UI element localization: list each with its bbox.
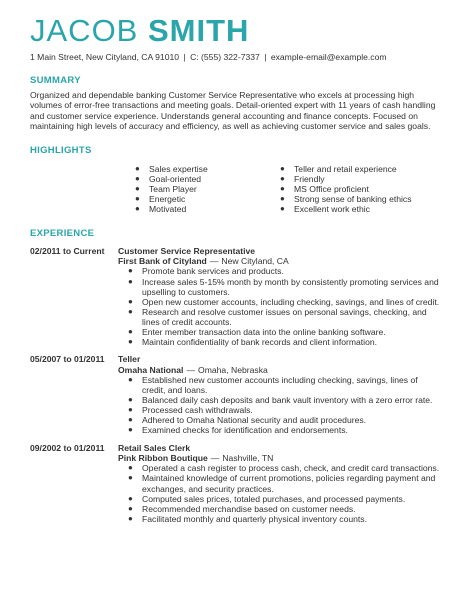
item-text: Maintain confidentiality of bank records and client information. (142, 337, 378, 348)
job-dates: 05/2007 to 01/2011 (30, 354, 105, 365)
highlights-left-column (135, 164, 280, 215)
bullet-icon: ● (135, 194, 140, 204)
item-text: MS Office proficient (294, 184, 369, 195)
dash-separator: — (209, 256, 219, 267)
employer-line (118, 256, 441, 266)
duty-item (118, 277, 441, 297)
item-text: Recommended merchandise based on customer needs. (142, 503, 356, 514)
phone: C: (555) 322-7337 (190, 52, 260, 62)
summary-heading: SUMMARY (30, 75, 81, 86)
item-text: Friendly (294, 173, 325, 184)
item-text: Open new customer accounts, including checking, savings, and lines of credit. (142, 296, 440, 307)
bullet-icon: ● (280, 173, 285, 183)
bullet-icon: ● (135, 163, 140, 173)
highlight-item (135, 194, 280, 204)
duties-list (118, 266, 441, 347)
bullet-icon: ● (128, 405, 133, 415)
bullet-icon: ● (135, 204, 140, 214)
item-text: Energetic (149, 194, 186, 205)
item-text: Adhered to Omaha National security and audit procedures. (142, 415, 367, 426)
highlight-item (280, 164, 425, 174)
bullet-icon: ● (128, 276, 133, 286)
highlights-heading: HIGHLIGHTS (30, 144, 92, 156)
job-title: Retail Sales Clerk (118, 442, 191, 453)
highlight-item (135, 204, 280, 214)
duty-item (118, 307, 441, 327)
duty-item (118, 337, 441, 347)
bullet-icon: ● (280, 194, 285, 204)
item-text: Teller and retail experience (294, 163, 397, 174)
highlight-item (280, 184, 425, 194)
job-title: Teller (118, 354, 141, 365)
bullet-icon: ● (128, 415, 133, 425)
highlight-item (280, 194, 425, 204)
dash-separator: — (186, 364, 196, 375)
job-details (118, 246, 441, 348)
candidate-name (30, 14, 441, 48)
duty-item (118, 395, 441, 405)
job-details (118, 443, 441, 524)
bullet-icon: ● (128, 493, 133, 503)
bullet-icon: ● (280, 184, 285, 194)
bullet-icon: ● (280, 163, 285, 173)
bullet-icon: ● (128, 375, 133, 385)
last-name: SMITH (147, 13, 250, 48)
bullet-icon: ● (128, 513, 133, 523)
duty-item (118, 297, 441, 307)
experience-heading: EXPERIENCE (30, 227, 95, 239)
item-text: Excellent work ethic (294, 204, 370, 215)
duty-item (118, 375, 441, 395)
summary-text: Organized and dependable banking Customer Service Representative who excels at processing high volumes of error-free transactions and meeting goals. Detail-oriented expert with 11 years of cash handling and customer service experience. Understands general accounting and finance concepts. Focused on maintaining high levels of accuracy and efficiency, as well as achieving customer service and sales goals. (30, 90, 436, 132)
item-text: Motivated (149, 204, 187, 215)
highlight-item (135, 184, 280, 194)
item-text: Examined checks for identification and endorsements. (142, 425, 348, 436)
duty-item (118, 266, 441, 276)
job-location: Nashville, TN (222, 452, 274, 463)
item-text: Processed cash withdrawals. (142, 405, 253, 416)
duty-item (118, 327, 441, 337)
duties-list (118, 375, 441, 436)
duty-item (118, 514, 441, 524)
item-text: Research and resolve customer issues on personal savings, checking, and lines of credit accounts. (142, 306, 427, 327)
item-text: Computed sales prices, totaled purchases, and processed payments. (142, 493, 406, 504)
item-text: Established new customer accounts including checking, savings, lines of credit, and loans. (142, 375, 418, 396)
separator: | (264, 52, 267, 62)
bullet-icon: ● (128, 296, 133, 306)
bullet-icon: ● (128, 327, 133, 337)
experience-list (30, 246, 441, 524)
job-entry (30, 354, 441, 435)
highlight-item (135, 164, 280, 174)
bullet-icon: ● (128, 337, 133, 347)
job-dates: 09/2002 to 01/2011 (30, 442, 105, 453)
duty-item (118, 415, 441, 425)
bullet-icon: ● (135, 184, 140, 194)
company-name: Pink Ribbon Boutique (118, 452, 208, 463)
duty-item (118, 425, 441, 435)
dash-separator: — (210, 452, 220, 463)
first-name: JACOB (30, 13, 139, 48)
item-text: Facilitated monthly and quarterly physical inventory counts. (142, 513, 367, 524)
bullet-icon: ● (128, 473, 133, 483)
contact-line (30, 52, 441, 62)
bullet-icon: ● (135, 173, 140, 183)
bullet-icon: ● (128, 463, 133, 473)
highlights-right-column (280, 164, 425, 215)
highlight-item (280, 174, 425, 184)
highlight-item (280, 204, 425, 214)
item-text: Enter member transaction data into the online banking software. (142, 327, 386, 338)
highlights-list (30, 164, 441, 215)
item-text: Operated a cash register to process cash, check, and credit card transactions. (142, 463, 440, 474)
employer-line (118, 365, 441, 375)
item-text: Strong sense of banking ethics (294, 194, 412, 205)
job-details (118, 354, 441, 435)
job-entry (30, 443, 441, 524)
duty-item (118, 504, 441, 514)
address: 1 Main Street, New Cityland, CA 91010 (30, 52, 180, 62)
separator: | (183, 52, 186, 62)
item-text: Promote bank services and products. (142, 266, 284, 277)
duty-item (118, 494, 441, 504)
email-link[interactable]: example-email@example.com (270, 52, 387, 62)
bullet-icon: ● (128, 395, 133, 405)
company-name: First Bank of Cityland (118, 256, 207, 267)
job-title: Customer Service Representative (118, 245, 256, 256)
item-text: Increase sales 5-15% month by month by consistently promoting services and upselling to customers. (142, 276, 439, 297)
highlight-item (135, 174, 280, 184)
item-text: Balanced daily cash deposits and bank vault inventory with a zero error rate. (142, 395, 433, 406)
item-text: Team Player (149, 184, 197, 195)
job-dates: 02/2011 to Current (30, 245, 105, 256)
item-text: Maintained knowledge of current promotions, policies regarding payment and exchanges, and security practices. (142, 473, 436, 494)
bullet-icon: ● (280, 204, 285, 214)
job-location: New Cityland, CA (221, 256, 289, 267)
duties-list (118, 463, 441, 524)
company-name: Omaha National (118, 364, 184, 375)
employer-line (118, 453, 441, 463)
duty-item (118, 463, 441, 473)
bullet-icon: ● (128, 266, 133, 276)
duty-item (118, 473, 441, 493)
item-text: Sales expertise (149, 163, 208, 174)
duty-item (118, 405, 441, 415)
item-text: Goal-oriented (149, 173, 202, 184)
bullet-icon: ● (128, 306, 133, 316)
job-entry (30, 246, 441, 348)
bullet-icon: ● (128, 503, 133, 513)
job-location: Omaha, Nebraska (198, 364, 268, 375)
bullet-icon: ● (128, 425, 133, 435)
